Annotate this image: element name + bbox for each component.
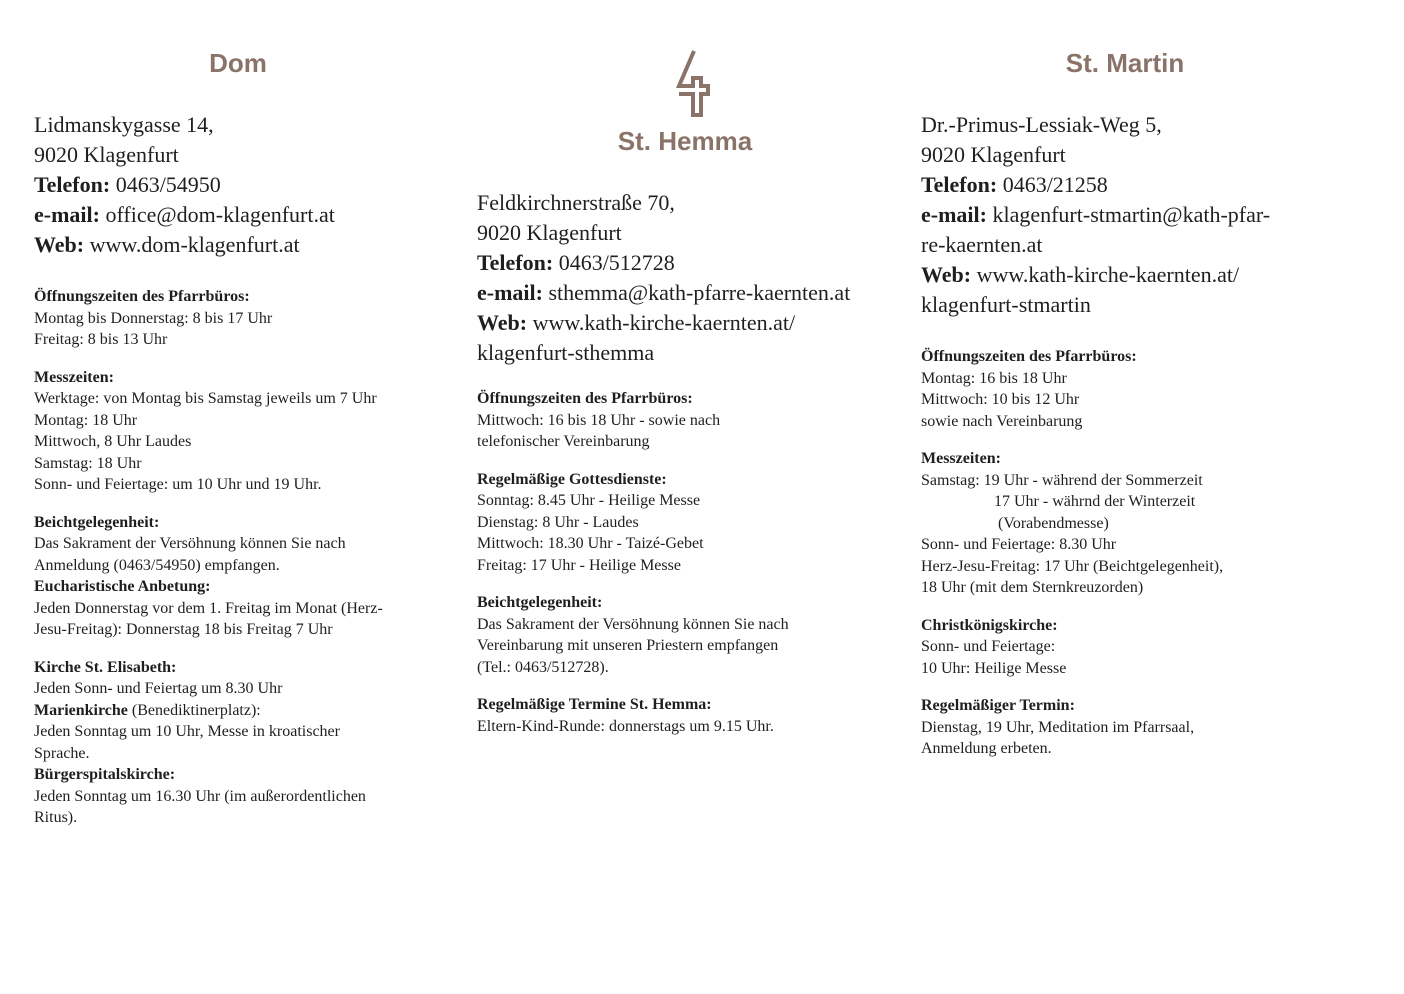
dom-mass-section — [34, 367, 454, 496]
dom-title: Dom — [209, 48, 267, 78]
web-value[interactable]: www.kath-kirche-kaernten.at/ — [976, 262, 1240, 287]
text-line: Eltern-Kind-Runde: donnerstags um 9.15 Uhr. — [477, 717, 774, 735]
web-label: Web: — [34, 232, 85, 257]
section-title: Öffnungszeiten des Pfarrbüros: — [477, 390, 693, 407]
text-line: (Vorabendmesse) — [998, 514, 1109, 532]
email-value[interactable]: sthemma@kath-pfarre-kaernten.at — [548, 280, 851, 305]
text-line: Herz-Jesu-Freitag: 17 Uhr (Beichtgelegenheit), — [921, 557, 1224, 575]
hemma-contact — [477, 188, 897, 368]
web-label: Web: — [477, 310, 528, 335]
email-value[interactable]: office@dom-klagenfurt.at — [105, 202, 335, 227]
martin-address-line: 9020 Klagenfurt — [921, 142, 1066, 167]
text-line: Sonn- und Feiertage: 8.30 Uhr — [921, 536, 1117, 553]
dom-email — [34, 200, 454, 230]
section-title: Regelmäßige Gottesdienste: — [477, 470, 667, 488]
dom-contact — [34, 110, 454, 260]
phone-value[interactable]: 0463/54950 — [115, 172, 221, 197]
dom-office-section — [34, 286, 454, 351]
text-line: Jesu-Freitag): Donnerstag 18 bis Freitag 7 Uhr — [34, 621, 333, 638]
hemma-office-section — [477, 388, 897, 453]
text-line: Vereinbarung mit unseren Priestern empfangen — [477, 637, 779, 654]
hemma-confession-section — [477, 592, 897, 678]
dom-web — [34, 230, 454, 260]
martin-details — [921, 346, 1341, 760]
martin-phone — [921, 170, 1341, 200]
dom-column — [34, 48, 454, 829]
text-line: Freitag: 17 Uhr - Heilige Messe — [477, 556, 681, 574]
web-value[interactable]: www.kath-kirche-kaernten.at/ — [532, 310, 796, 335]
hemma-email — [477, 278, 897, 308]
text-line: Das Sakrament der Versöhnung können Sie nach — [34, 535, 346, 552]
text-line: Dienstag: 8 Uhr - Laudes — [477, 513, 639, 531]
hemma-web — [477, 308, 897, 338]
text-line: Montag: 18 Uhr — [34, 411, 138, 429]
text-line: Jeden Sonn- und Feiertag um 8.30 Uhr — [34, 680, 283, 697]
hemma-column — [477, 48, 897, 737]
martin-web — [921, 260, 1341, 290]
dom-phone — [34, 170, 454, 200]
text-line: sowie nach Vereinbarung — [921, 412, 1083, 430]
hemma-address-line: 9020 Klagenfurt — [477, 220, 622, 245]
text-line: Sonntag: 8.45 Uhr - Heilige Messe — [477, 492, 701, 509]
dom-churches-section — [34, 657, 454, 829]
hemma-address-line: Feldkirchnerstraße 70, — [477, 190, 675, 215]
text-line: Montag: 16 bis 18 Uhr — [921, 369, 1067, 387]
email-value[interactable]: klagenfurt-stmartin@kath-pfar- — [992, 202, 1271, 227]
martin-address-line: Dr.-Primus-Lessiak-Weg 5, — [921, 112, 1162, 137]
text-line: Mittwoch: 16 bis 18 Uhr - sowie nach — [477, 411, 721, 429]
phone-label: Telefon: — [477, 250, 554, 275]
dom-address-line: Lidmanskygasse 14, — [34, 112, 214, 137]
martin-mass-section — [921, 448, 1341, 599]
section-title: Beichtgelegenheit: — [34, 513, 160, 531]
web-value[interactable]: www.dom-klagenfurt.at — [89, 232, 300, 257]
text-line: Jeden Sonntag um 16.30 Uhr (im außerordentlichen — [34, 787, 366, 805]
text-line: Ritus). — [34, 809, 78, 826]
email-value-cont[interactable]: re-kaernten.at — [921, 232, 1043, 257]
martin-christ-section — [921, 615, 1341, 680]
dom-details — [34, 286, 454, 829]
section-title: Bürgerspitalskirche: — [34, 766, 176, 783]
section-title: Regelmäßige Termine St. Hemma: — [477, 696, 712, 713]
text-line: (Benediktinerplatz): — [127, 701, 261, 719]
text-line: Anmeldung (0463/54950) empfangen. — [34, 556, 280, 574]
martin-contact — [921, 110, 1341, 320]
martin-email — [921, 200, 1341, 230]
text-line: 17 Uhr - währnd der Winterzeit — [994, 493, 1196, 510]
text-line: Montag bis Donnerstag: 8 bis 17 Uhr — [34, 309, 273, 327]
phone-value[interactable]: 0463/21258 — [1002, 172, 1108, 197]
email-label: e-mail: — [477, 280, 543, 305]
section-title: Messzeiten: — [34, 368, 114, 386]
section-title: Messzeiten: — [921, 450, 1001, 467]
text-line: 10 Uhr: Heilige Messe — [921, 659, 1067, 677]
phone-value[interactable]: 0463/512728 — [558, 250, 675, 275]
dom-address-line: 9020 Klagenfurt — [34, 142, 179, 167]
martin-title: St. Martin — [1065, 48, 1185, 78]
section-title: Öffnungszeiten des Pfarrbüros: — [34, 288, 250, 305]
text-line: Werktage: von Montag bis Samstag jeweils um 7 Uhr — [34, 390, 377, 407]
text-line: Samstag: 18 Uhr — [34, 454, 142, 472]
text-line: Samstag: 19 Uhr - während der Sommerzeit — [921, 471, 1203, 489]
hemma-details — [477, 388, 897, 737]
text-line: Jeden Sonntag um 10 Uhr, Messe in kroatischer — [34, 723, 340, 740]
email-label: e-mail: — [34, 202, 100, 227]
dom-confession-section — [34, 512, 454, 641]
text-line: Dienstag, 19 Uhr, Meditation im Pfarrsaal, — [921, 718, 1195, 736]
section-title: Beichtgelegenheit: — [477, 594, 603, 611]
text-line: Jeden Donnerstag vor dem 1. Freitag im Monat (Herz- — [34, 599, 383, 617]
hemma-phone — [477, 248, 897, 278]
text-line: (Tel.: 0463/512728). — [477, 658, 609, 676]
text-line: Anmeldung erbeten. — [921, 740, 1052, 757]
cross-logo-icon — [477, 48, 893, 124]
text-line: Mittwoch, 8 Uhr Laudes — [34, 433, 192, 450]
phone-label: Telefon: — [921, 172, 998, 197]
hemma-services-section — [477, 469, 897, 577]
text-line: Das Sakrament der Versöhnung können Sie nach — [477, 615, 789, 633]
martin-office-section — [921, 346, 1341, 432]
web-value-cont[interactable]: klagenfurt-sthemma — [477, 340, 655, 365]
phone-label: Telefon: — [34, 172, 111, 197]
section-title: Marienkirche — [34, 701, 128, 719]
section-title: Eucharistische Anbetung: — [34, 578, 211, 595]
section-title: Christkönigskirche: — [921, 616, 1058, 634]
section-title: Öffnungszeiten des Pfarrbüros: — [921, 348, 1137, 365]
martin-column — [921, 48, 1341, 760]
web-value-cont[interactable]: klagenfurt-stmartin — [921, 292, 1091, 317]
text-line: Mittwoch: 18.30 Uhr - Taizé-Gebet — [477, 535, 704, 552]
text-line: telefonischer Vereinbarung — [477, 433, 650, 450]
hemma-title: St. Hemma — [617, 126, 753, 156]
marien-line — [34, 700, 454, 722]
section-title: Kirche St. Elisabeth: — [34, 658, 177, 676]
text-line: Freitag: 8 bis 13 Uhr — [34, 331, 168, 348]
web-label: Web: — [921, 262, 972, 287]
text-line: 18 Uhr (mit dem Sternkreuzorden) — [921, 579, 1144, 596]
section-title: Regelmäßiger Termin: — [921, 697, 1075, 714]
text-line: Mittwoch: 10 bis 12 Uhr — [921, 391, 1080, 408]
email-label: e-mail: — [921, 202, 987, 227]
martin-term-section — [921, 695, 1341, 760]
text-line: Sonn- und Feiertage: um 10 Uhr und 19 Uhr. — [34, 476, 322, 493]
hemma-terms-section — [477, 694, 897, 737]
text-line: Sprache. — [34, 744, 90, 762]
text-line: Sonn- und Feiertage: — [921, 638, 1056, 655]
